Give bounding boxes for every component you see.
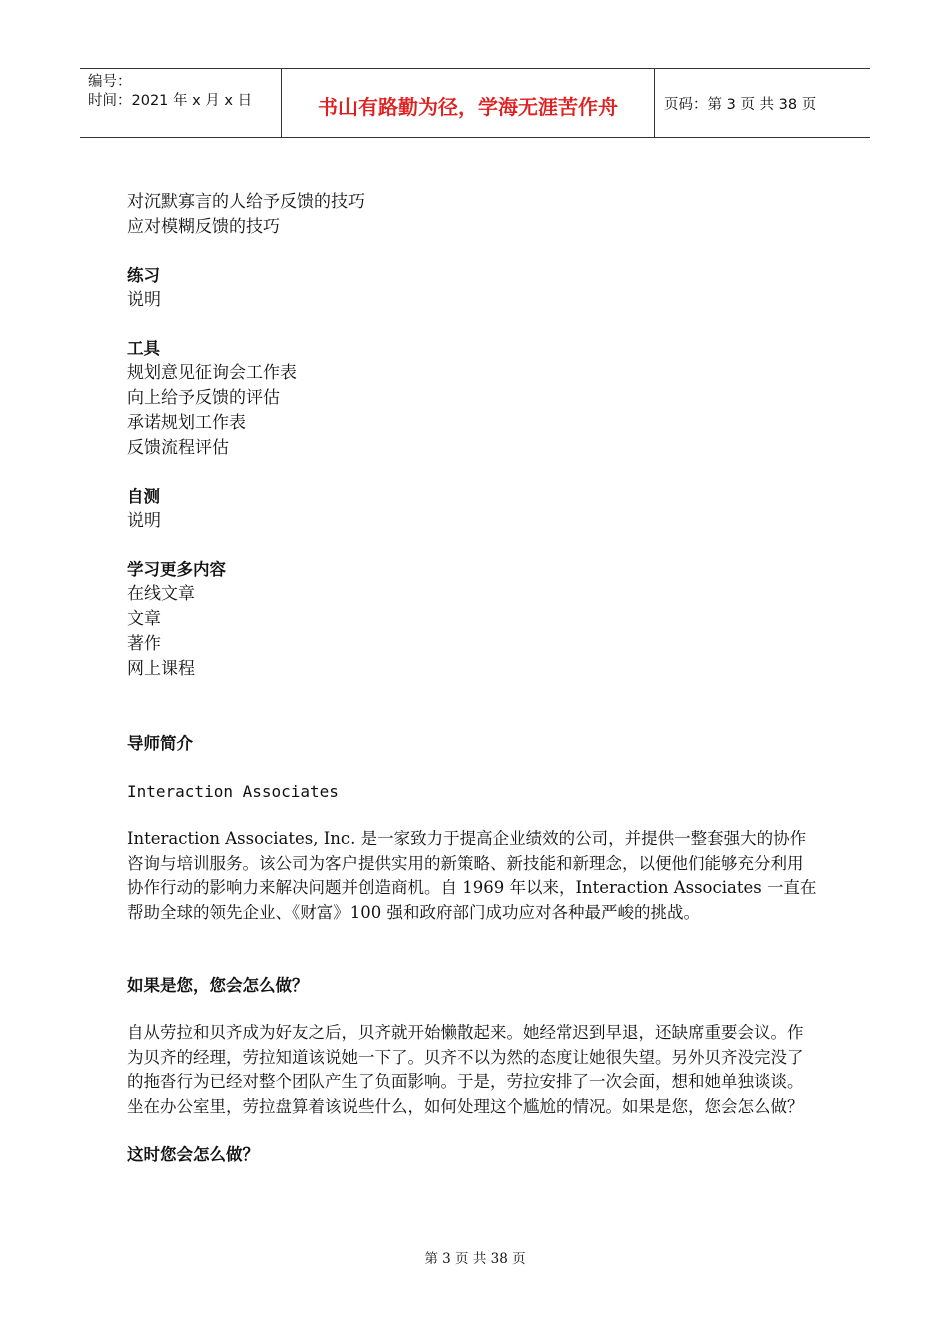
final-question: 这时您会怎么做？ bbox=[127, 1145, 259, 1164]
list-item: 网上课程 bbox=[127, 659, 195, 679]
section-heading-mentor: 导师简介 bbox=[127, 734, 193, 753]
list-item: 规划意见征询会工作表 bbox=[127, 363, 297, 383]
section-heading-question: 如果是您，您会怎么做？ bbox=[127, 976, 309, 995]
page-header bbox=[80, 68, 870, 138]
list-item: 承诺规划工作表 bbox=[127, 413, 246, 433]
header-motto: 书山有路勤为径，学海无涯苦作舟 bbox=[318, 95, 618, 119]
section-heading-practice: 练习 bbox=[127, 266, 160, 285]
list-item: 在线文章 bbox=[127, 584, 195, 604]
section-heading-selftest: 自测 bbox=[127, 487, 160, 506]
document-body bbox=[127, 190, 817, 1167]
list-item: 应对模糊反馈的技巧 bbox=[127, 217, 280, 237]
header-page-label: 页码：第 3 页 共 38 页 bbox=[664, 97, 817, 113]
page-footer: 第 3 页 共 38 页 bbox=[424, 1251, 526, 1267]
time-label: 时间：2021 年 x 月 x 日 bbox=[88, 93, 253, 109]
company-description: Interaction Associates, Inc. 是一家致力于提高企业绩效的公司，并提供一整套强大的协作咨询与培训服务。该公司为客户提供实用的新策略、新技能和新理念，以便他们能够充分利用协作行动的影响力来解决问题并创造商机。自 1969 年以来，Interaction Associates 一直在帮助全球的领先企业、《财富》100 强和政府部门成功应对各种最严峻的挑战。 bbox=[127, 829, 817, 922]
list-item: 说明 bbox=[127, 290, 161, 310]
list-item: 向上给予反馈的评估 bbox=[127, 388, 280, 408]
company-name: Interaction Associates bbox=[127, 782, 339, 801]
list-item: 文章 bbox=[127, 609, 161, 629]
list-item: 对沉默寡言的人给予反馈的技巧 bbox=[127, 192, 365, 212]
header-meta bbox=[88, 73, 252, 111]
story-paragraph: 自从劳拉和贝齐成为好友之后，贝齐就开始懒散起来。她经常迟到早退，还缺席重要会议。作为贝齐的经理，劳拉知道该说她一下了。贝齐不以为然的态度让她很失望。另外贝齐没完没了的拖沓行为已经对整个团队产生了负面影响。于是，劳拉安排了一次会面，想和她单独谈谈。坐在办公室里，劳拉盘算着该说些什么，如何处理这个尴尬的情况。如果是您，您会怎么做？ bbox=[127, 1023, 804, 1116]
number-label: 编号： bbox=[88, 74, 132, 90]
section-heading-tools: 工具 bbox=[127, 339, 160, 358]
list-item: 反馈流程评估 bbox=[127, 438, 229, 458]
list-item: 说明 bbox=[127, 511, 161, 531]
list-item: 著作 bbox=[127, 634, 161, 654]
header-divider bbox=[654, 69, 655, 137]
section-heading-learn-more: 学习更多内容 bbox=[127, 560, 226, 579]
